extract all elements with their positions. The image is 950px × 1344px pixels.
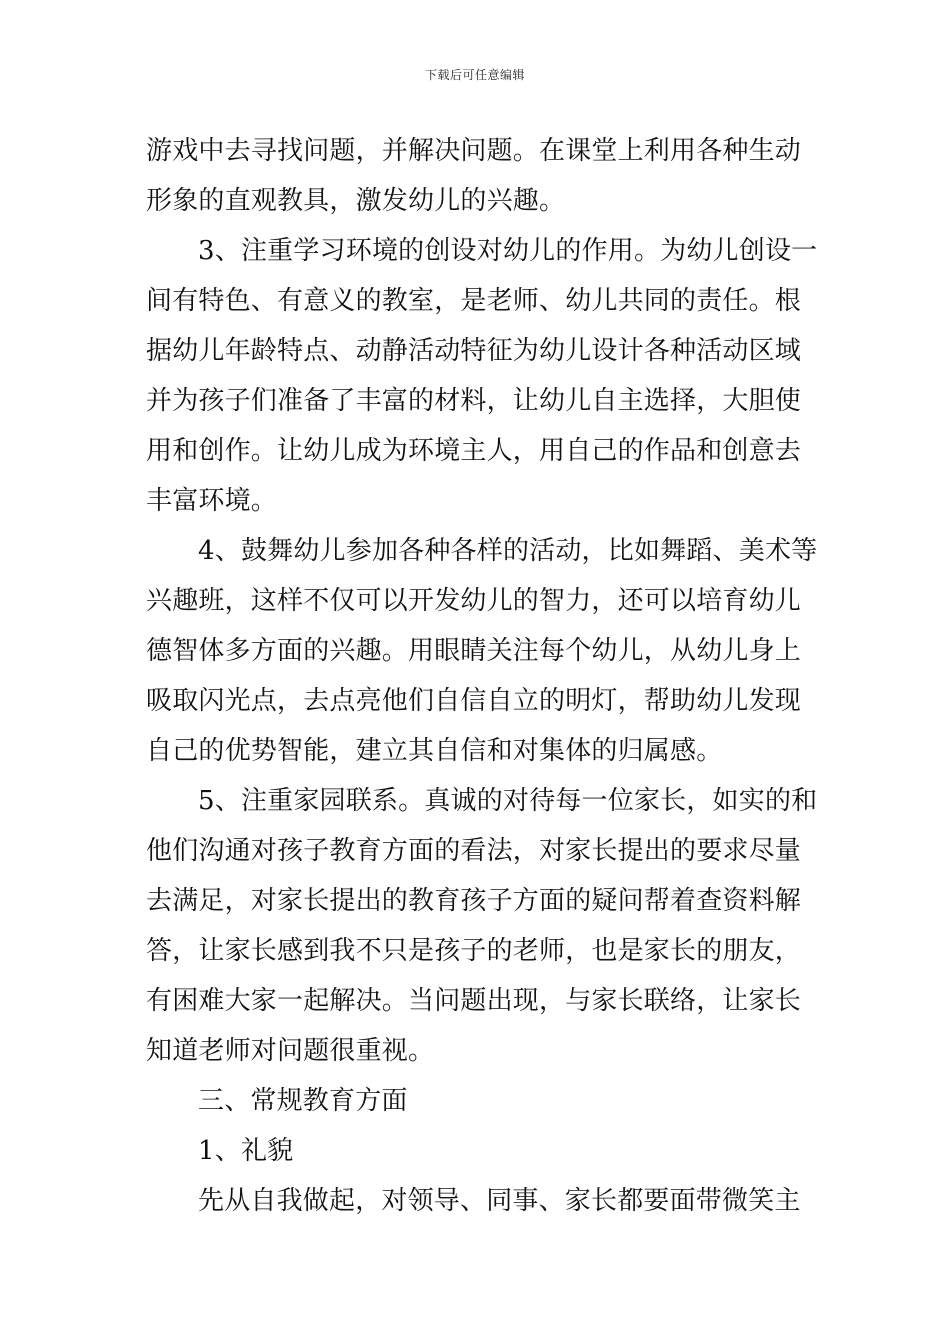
document-body bbox=[146, 126, 818, 1226]
text-line: 丰富环境。 bbox=[146, 486, 278, 516]
text-line: 德智体多方面的兴趣。用眼睛关注每个幼儿，从幼儿身上 bbox=[146, 636, 802, 666]
text-line: 吸取闪光点，去点亮他们自信自立的明灯，帮助幼儿发现 bbox=[146, 686, 802, 716]
text-line: 5、注重家园联系。真诚的对待每一位家长，如实的和 bbox=[198, 786, 818, 816]
text-line: 兴趣班，这样不仅可以开发幼儿的智力，还可以培育幼儿 bbox=[146, 586, 802, 616]
text-line: 他们沟通对孩子教育方面的看法，对家长提出的要求尽量 bbox=[146, 836, 802, 866]
text-line: 并为孩子们准备了丰富的材料，让幼儿自主选择，大胆使 bbox=[146, 386, 802, 416]
text-line: 间有特色、有意义的教室，是老师、幼儿共同的责任。根 bbox=[146, 286, 802, 316]
text-line: 游戏中去寻找问题，并解决问题。在课堂上利用各种生动 bbox=[146, 136, 802, 166]
text-line: 先从自我做起，对领导、同事、家长都要面带微笑主 bbox=[198, 1186, 801, 1216]
text-line: 形象的直观教具，激发幼儿的兴趣。 bbox=[146, 186, 566, 216]
text-line: 3、注重学习环境的创设对幼儿的作用。为幼儿创设一 bbox=[198, 236, 818, 266]
text-line: 据幼儿年龄特点、动静活动特征为幼儿设计各种活动区域 bbox=[146, 336, 802, 366]
subsection-heading: 1、礼貌 bbox=[198, 1136, 294, 1166]
text-line: 去满足，对家长提出的教育孩子方面的疑问帮着查资料解 bbox=[146, 886, 802, 916]
text-line: 知道老师对问题很重视。 bbox=[146, 1036, 435, 1066]
text-line: 自己的优势智能，建立其自信和对集体的归属感。 bbox=[146, 736, 723, 766]
section-heading: 三、常规教育方面 bbox=[198, 1086, 408, 1116]
text-line: 用和创作。让幼儿成为环境主人，用自己的作品和创意去 bbox=[146, 436, 802, 466]
text-line: 4、鼓舞幼儿参加各种各样的活动，比如舞蹈、美术等 bbox=[198, 536, 818, 566]
text-line: 答，让家长感到我不只是孩子的老师，也是家长的朋友， bbox=[146, 936, 802, 966]
page-header: 下载后可任意编辑 bbox=[424, 68, 525, 82]
text-line: 有困难大家一起解决。当问题出现，与家长联络，让家长 bbox=[146, 986, 802, 1016]
